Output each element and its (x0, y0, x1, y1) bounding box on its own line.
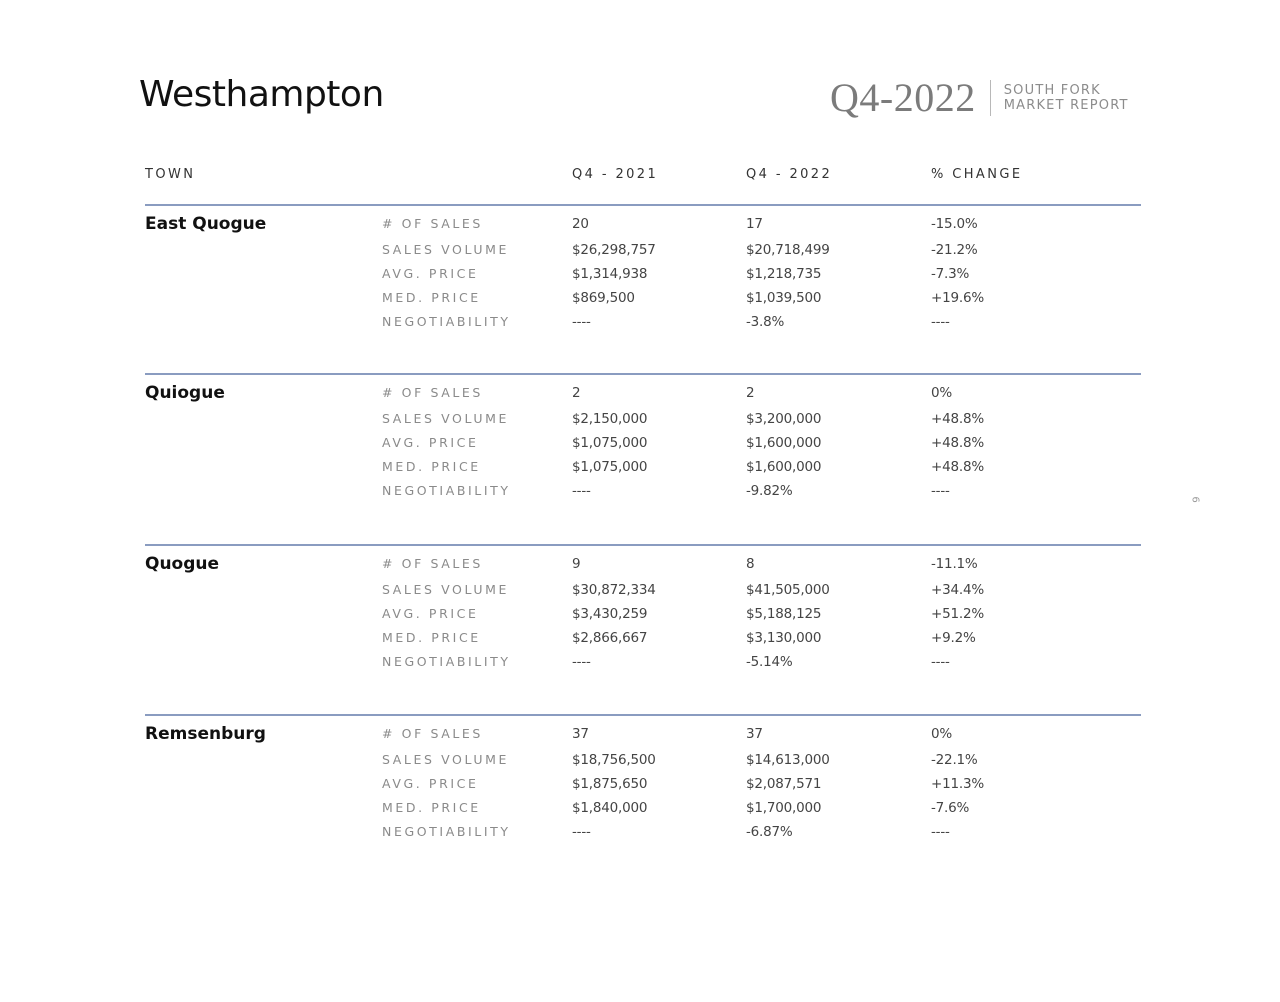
table-row (145, 459, 1141, 477)
value-q4-2021: ---- (572, 483, 591, 499)
value-q4-2022: 2 (746, 385, 755, 401)
header-pct-change: % CHANGE (931, 167, 1023, 182)
metric-label: MED. PRICE (382, 459, 481, 474)
report-brand (830, 74, 1129, 122)
value-q4-2022: $1,600,000 (746, 459, 822, 475)
page-number: 6 (1189, 496, 1201, 503)
value-q4-2021: $26,298,757 (572, 242, 656, 258)
table-row (145, 242, 1141, 260)
value-q4-2022: $14,613,000 (746, 752, 830, 768)
metric-label: # OF SALES (382, 726, 483, 741)
value-q4-2021: 20 (572, 216, 589, 232)
metric-label: # OF SALES (382, 556, 483, 571)
value-pct-change: +34.4% (931, 582, 984, 598)
report-period: Q4-2022 (830, 75, 976, 120)
page-title: Westhampton (139, 74, 384, 115)
value-q4-2022: -9.82% (746, 483, 793, 499)
table-row (145, 385, 1141, 403)
section-divider (145, 204, 1141, 206)
table-header (0, 167, 1280, 183)
value-pct-change: ---- (931, 314, 950, 330)
value-q4-2022: $1,218,735 (746, 266, 822, 282)
table-row (145, 266, 1141, 284)
value-pct-change: 0% (931, 385, 953, 401)
table-row (145, 824, 1141, 842)
metric-label: # OF SALES (382, 216, 483, 231)
value-q4-2022: $1,700,000 (746, 800, 822, 816)
metric-label: NEGOTIABILITY (382, 654, 511, 669)
value-pct-change: -21.2% (931, 242, 978, 258)
header-q4-2021: Q4 - 2021 (572, 167, 659, 182)
value-q4-2021: $30,872,334 (572, 582, 656, 598)
metric-label: NEGOTIABILITY (382, 483, 511, 498)
value-q4-2022: -5.14% (746, 654, 793, 670)
metric-label: # OF SALES (382, 385, 483, 400)
town-section (145, 714, 1141, 864)
town-name: East Quogue (145, 214, 267, 234)
table-row (145, 216, 1141, 234)
report-name-line1: SOUTH FORK (1003, 83, 1101, 98)
value-q4-2021: $2,150,000 (572, 411, 648, 427)
value-q4-2021: $1,075,000 (572, 459, 648, 475)
table-row (145, 411, 1141, 429)
metric-label: MED. PRICE (382, 630, 481, 645)
report-name (1004, 83, 1129, 113)
metric-label: SALES VOLUME (382, 411, 510, 426)
table-row (145, 630, 1141, 648)
value-q4-2022: -6.87% (746, 824, 793, 840)
value-q4-2022: 37 (746, 726, 763, 742)
value-q4-2021: 2 (572, 385, 581, 401)
metric-label: AVG. PRICE (382, 776, 479, 791)
value-q4-2022: $41,505,000 (746, 582, 830, 598)
brand-divider (990, 80, 991, 116)
value-q4-2022: $3,130,000 (746, 630, 822, 646)
town-section (145, 373, 1141, 523)
table-row (145, 654, 1141, 672)
value-pct-change: ---- (931, 654, 950, 670)
value-pct-change: ---- (931, 483, 950, 499)
table-row (145, 752, 1141, 770)
table-row (145, 556, 1141, 574)
table-row (145, 582, 1141, 600)
value-q4-2022: $20,718,499 (746, 242, 830, 258)
town-name: Quiogue (145, 383, 225, 403)
table-row (145, 290, 1141, 308)
metric-label: SALES VOLUME (382, 582, 510, 597)
value-q4-2021: 37 (572, 726, 589, 742)
value-q4-2022: -3.8% (746, 314, 785, 330)
value-q4-2021: $1,840,000 (572, 800, 648, 816)
value-pct-change: ---- (931, 824, 950, 840)
value-pct-change: -7.3% (931, 266, 970, 282)
town-name: Remsenburg (145, 724, 266, 744)
table-row (145, 726, 1141, 744)
value-pct-change: -22.1% (931, 752, 978, 768)
value-pct-change: -11.1% (931, 556, 978, 572)
value-pct-change: +48.8% (931, 459, 984, 475)
table-row (145, 314, 1141, 332)
value-pct-change: -15.0% (931, 216, 978, 232)
metric-label: SALES VOLUME (382, 242, 510, 257)
value-q4-2021: $2,866,667 (572, 630, 648, 646)
section-divider (145, 544, 1141, 546)
metric-label: AVG. PRICE (382, 435, 479, 450)
metric-label: SALES VOLUME (382, 752, 510, 767)
value-pct-change: +48.8% (931, 411, 984, 427)
table-row (145, 435, 1141, 453)
value-q4-2022: 8 (746, 556, 755, 572)
header-q4-2022: Q4 - 2022 (746, 167, 833, 182)
value-q4-2021: ---- (572, 654, 591, 670)
metric-label: MED. PRICE (382, 290, 481, 305)
value-q4-2022: 17 (746, 216, 763, 232)
metric-label: NEGOTIABILITY (382, 824, 511, 839)
value-q4-2021: $3,430,259 (572, 606, 648, 622)
table-row (145, 606, 1141, 624)
town-section (145, 204, 1141, 354)
value-pct-change: +11.3% (931, 776, 984, 792)
town-section (145, 544, 1141, 694)
metric-label: AVG. PRICE (382, 606, 479, 621)
value-q4-2021: 9 (572, 556, 581, 572)
value-q4-2022: $1,600,000 (746, 435, 822, 451)
table-row (145, 800, 1141, 818)
value-q4-2021: $869,500 (572, 290, 635, 306)
value-pct-change: 0% (931, 726, 953, 742)
metric-label: MED. PRICE (382, 800, 481, 815)
value-pct-change: +48.8% (931, 435, 984, 451)
value-q4-2021: ---- (572, 314, 591, 330)
town-name: Quogue (145, 554, 220, 574)
metric-label: AVG. PRICE (382, 266, 479, 281)
value-q4-2021: $18,756,500 (572, 752, 656, 768)
header-town: TOWN (145, 167, 196, 182)
value-q4-2021: $1,314,938 (572, 266, 648, 282)
value-pct-change: +51.2% (931, 606, 984, 622)
value-q4-2022: $2,087,571 (746, 776, 822, 792)
value-q4-2021: $1,075,000 (572, 435, 648, 451)
value-q4-2021: ---- (572, 824, 591, 840)
metric-label: NEGOTIABILITY (382, 314, 511, 329)
value-pct-change: +19.6% (931, 290, 984, 306)
value-q4-2022: $1,039,500 (746, 290, 822, 306)
value-q4-2022: $5,188,125 (746, 606, 822, 622)
value-pct-change: +9.2% (931, 630, 976, 646)
value-pct-change: -7.6% (931, 800, 970, 816)
table-row (145, 776, 1141, 794)
value-q4-2022: $3,200,000 (746, 411, 822, 427)
section-divider (145, 373, 1141, 375)
section-divider (145, 714, 1141, 716)
value-q4-2021: $1,875,650 (572, 776, 648, 792)
table-row (145, 483, 1141, 501)
report-name-line2: MARKET REPORT (1003, 98, 1129, 113)
